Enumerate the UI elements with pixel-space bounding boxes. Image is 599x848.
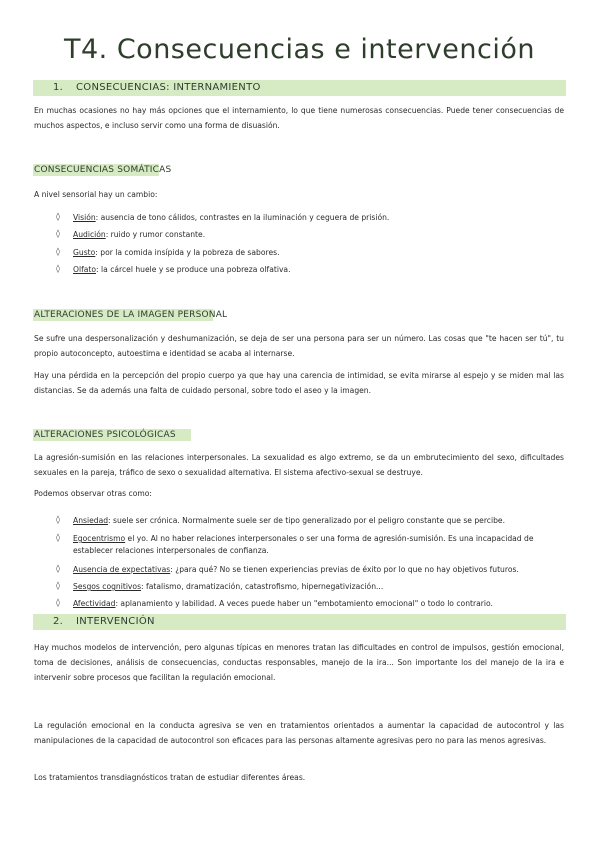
- item-text: : aplanamiento y labilidad. A veces puede haber un "embotamiento emocional" o todo lo contrario.: [115, 599, 493, 608]
- page-title: T4. Consecuencias e intervención: [63, 34, 535, 65]
- item-term: Olfato: [73, 265, 97, 274]
- diamond-outline-icon: ◊: [56, 598, 60, 607]
- item-text: : ruido y rumor constante.: [105, 230, 206, 239]
- diamond-outline-icon: ◊: [56, 212, 60, 221]
- item-term: Gusto: [73, 248, 96, 257]
- section-2-paragraph-3: Los tratamientos transdiagnósticos tratan de estudiar diferentes áreas.: [34, 773, 306, 782]
- diamond-outline-icon: ◊: [56, 264, 60, 273]
- list-item: [73, 564, 563, 576]
- section-2-paragraph-1: Hay muchos modelos de intervención, pero algunas típicas en menores tratan las dificultades en control de impulsos, gestión emocional, toma de decisiones, análisis de consecuencias, conductas responsables, manejo de la ira... Son importante los del manejo de la ira e intervenir sobre procesos que facilitan la regulación emocional.: [34, 643, 564, 682]
- section-1-heading: CONSECUENCIAS: INTERNAMIENTO: [76, 82, 261, 93]
- item-term: Sesgos cognitivos: [73, 582, 142, 591]
- item-text: el yo. Al no haber relaciones interpersonales o ser una forma de agresión-sumisión. Es una incapacidad de establecer relaciones interpersonales de confianza.: [73, 534, 534, 555]
- item-term: Audición: [73, 230, 106, 239]
- imagen-heading: ALTERACIONES DE LA IMAGEN PERSONAL: [34, 310, 228, 320]
- item-term: Egocentrismo: [73, 534, 126, 543]
- section-2-heading: INTERVENCIÓN: [76, 616, 155, 627]
- psicologicas-paragraph: La agresión-sumisión en las relaciones interpersonales. La sexualidad es algo extremo, se da un embrutecimiento del sexo, dificultades sexuales en la pareja, tráfico de sexo o sexualidad alternativa. El sistema afectivo-sexual se destruye.: [34, 453, 564, 477]
- item-text: : ¿para qué? No se tienen experiencias previas de éxito por lo que no hay objetivos futuros.: [170, 565, 519, 574]
- item-term: Ausencia de expectativas: [73, 565, 171, 574]
- list-item: [73, 264, 563, 276]
- section-1-number: 1.: [53, 82, 64, 93]
- imagen-paragraph-1: Se sufre una despersonalización y deshumanización, se deja de ser una persona para ser un número. Las cosas que "te hacen ser tú", tu propio autoconcepto, autoestima e identidad se acaba al internarse.: [34, 334, 564, 358]
- item-text: : ausencia de tono cálidos, contrastes en la iluminación y ceguera de prisión.: [95, 213, 390, 222]
- psicologicas-intro: Podemos observar otras como:: [34, 489, 152, 498]
- section-2-number: 2.: [53, 616, 64, 627]
- item-term: Ansiedad: [73, 516, 109, 525]
- item-term: Visión: [73, 213, 96, 222]
- section-2-paragraph-2: La regulación emocional en la conducta agresiva se ven en tratamientos orientados a aumentar la capacidad de autocontrol y las manipulaciones de la capacidad de autocontrol son eficaces para las personas altamente agresivas pero no para las menos agresivas.: [34, 721, 564, 745]
- list-item: [73, 212, 563, 224]
- diamond-outline-icon: ◊: [56, 229, 60, 238]
- item-text: : por la comida insípida y la pobreza de sabores.: [95, 248, 280, 257]
- diamond-outline-icon: ◊: [56, 581, 60, 590]
- list-item: [73, 598, 563, 610]
- diamond-outline-icon: ◊: [56, 564, 60, 573]
- list-item: [73, 533, 563, 557]
- diamond-outline-icon: ◊: [56, 533, 60, 542]
- item-text: : suele ser crónica. Normalmente suele ser de tipo generalizado por el peligro constante que se percibe.: [108, 516, 506, 525]
- item-term: Afectividad: [73, 599, 116, 608]
- somaticas-intro: A nivel sensorial hay un cambio:: [34, 190, 158, 199]
- somaticas-heading: CONSECUENCIAS SOMÁTICAS: [34, 165, 172, 175]
- diamond-outline-icon: ◊: [56, 247, 60, 256]
- section-1-paragraph: En muchas ocasiones no hay más opciones que el internamiento, lo que tiene numerosas consecuencias. Puede tener consecuencias de muchos aspectos, e incluso servir como una forma de disuasión.: [34, 106, 564, 130]
- diamond-outline-icon: ◊: [56, 515, 60, 524]
- list-item: [73, 247, 563, 259]
- item-text: : la cárcel huele y se produce una pobreza olfativa.: [96, 265, 291, 274]
- item-text: : fatalismo, dramatización, catastrofismo, hipernegativización...: [141, 582, 384, 591]
- psicologicas-heading: ALTERACIONES PSICOLÓGICAS: [34, 430, 176, 440]
- list-item: [73, 581, 563, 593]
- list-item: [73, 515, 563, 527]
- list-item: [73, 229, 563, 241]
- imagen-paragraph-2: Hay una pérdida en la percepción del propio cuerpo ya que hay una carencia de intimidad, se evita mirarse al espejo y se miden mal las distancias. Se da además una falta de cuidado personal, sobre todo el aseo y la imagen.: [34, 371, 564, 395]
